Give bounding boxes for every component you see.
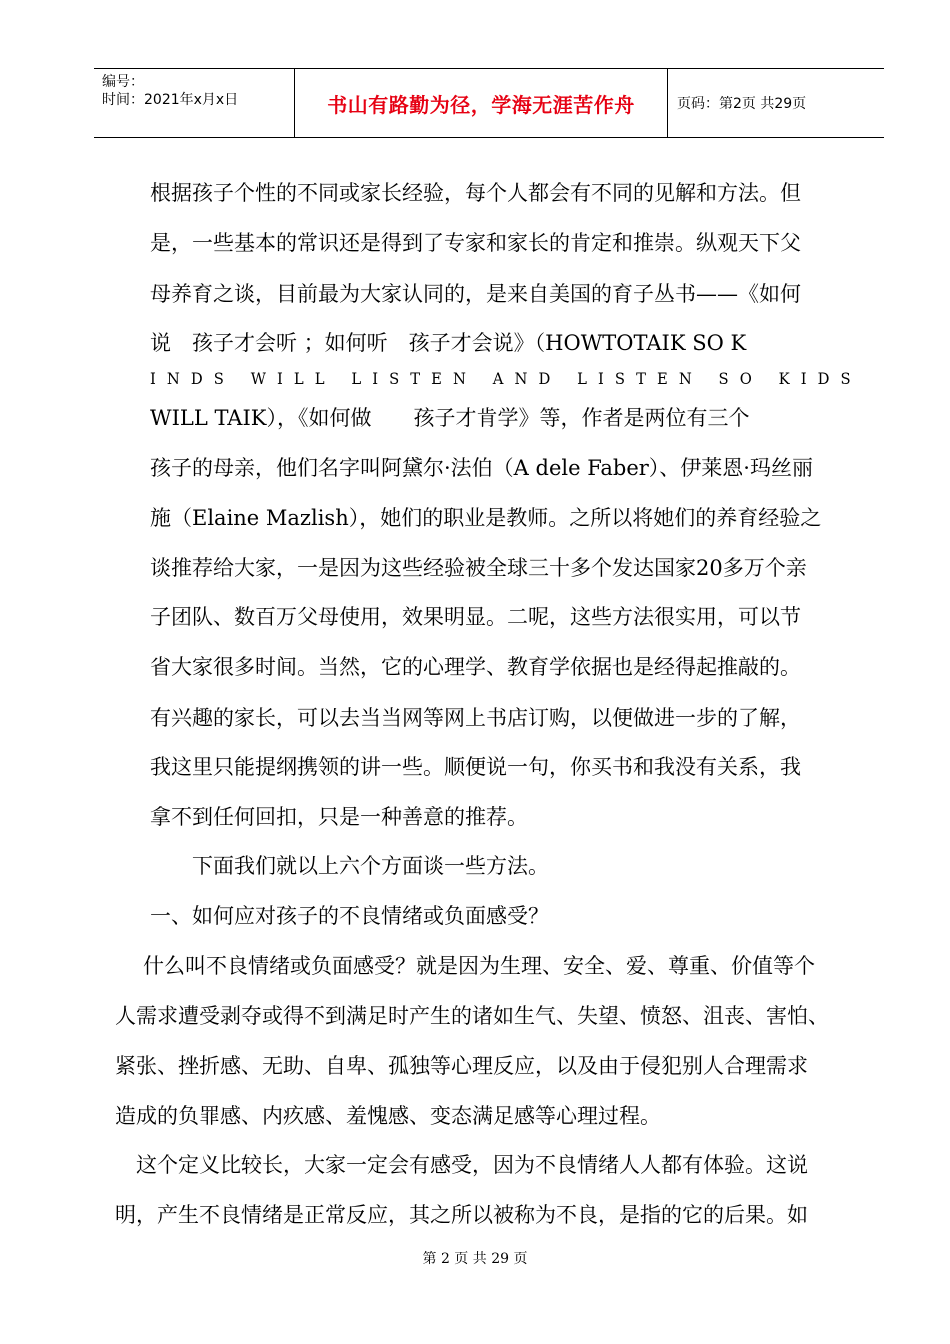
header-page-cell <box>667 69 884 137</box>
header-meta-cell <box>94 69 294 137</box>
body-line: 说 孩子才会听 ；如何听 孩子才会说》（HOWTOTAIK SO K <box>150 331 747 355</box>
body-line: 什么叫不良情绪或负面感受？就是因为生理、安全、爱、尊重、价值等个 <box>143 954 815 978</box>
document-time-label: 时间：2021年x月x日 <box>102 92 239 108</box>
body-line: 造成的负罪感、内疚感、羞愧感、变态满足感等心理过程。 <box>115 1104 661 1128</box>
body-line: 母养育之谈，目前最为大家认同的，是来自美国的育子丛书——《如何 <box>150 282 801 306</box>
body-line: WILL TAIK），《如何做 孩子才肯学》等，作者是两位有三个 <box>150 406 750 430</box>
body-line: 谈推荐给大家，一是因为这些经验被全球三十多个发达国家20多万个亲 <box>150 556 807 580</box>
body-line: 明，产生不良情绪是正常反应，其之所以被称为不良，是指的它的后果。如 <box>115 1203 808 1227</box>
body-line: 子团队、数百万父母使用，效果明显。二呢，这些方法很实用，可以节 <box>150 605 801 629</box>
body-line: 省大家很多时间。当然，它的心理学、教育学依据也是经得起推敲的。 <box>150 655 801 679</box>
body-line: INDS WILL LISTEN AND LISTEN SO KIDS <box>150 369 862 388</box>
header-motto-cell <box>294 69 668 137</box>
body-line: 孩子的母亲，他们名字叫阿黛尔·法伯（A dele Faber）、伊莱恩·玛丝丽 <box>150 456 813 480</box>
body-line: 施（Elaine Mazlish），她们的职业是教师。之所以将她们的养育经验之 <box>150 506 822 530</box>
body-line: 这个定义比较长，大家一定会有感受，因为不良情绪人人都有体验。这说 <box>136 1153 808 1177</box>
footer-page-number: 第 2 页 共 29 页 <box>422 1251 528 1267</box>
page-header <box>94 68 884 138</box>
document-number-label: 编号： <box>102 74 144 90</box>
header-page-info: 页码：第2页 共29页 <box>677 96 807 112</box>
body-line: 紧张、挫折感、无助、自卑、孤独等心理反应，以及由于侵犯别人合理需求 <box>115 1054 808 1078</box>
body-line: 根据孩子个性的不同或家长经验，每个人都会有不同的见解和方法。但 <box>150 181 801 205</box>
body-line: 下面我们就以上六个方面谈一些方法。 <box>192 854 549 878</box>
body-line: 拿不到任何回扣，只是一种善意的推荐。 <box>150 805 528 829</box>
body-line: 人需求遭受剥夺或得不到满足时产生的诸如生气、失望、愤怒、沮丧、害怕、 <box>115 1004 829 1028</box>
body-line: 是，一些基本的常识还是得到了专家和家长的肯定和推崇。纵观天下父 <box>150 231 801 255</box>
body-line: 有兴趣的家长，可以去当当网等网上书店订购，以便做进一步的了解， <box>150 706 801 730</box>
header-motto: 书山有路勤为径，学海无涯苦作舟 <box>327 92 635 117</box>
page-footer <box>0 1248 950 1268</box>
body-line: 我这里只能提纲携领的讲一些。顺便说一句，你买书和我没有关系，我 <box>150 755 801 779</box>
section-heading: 一、如何应对孩子的不良情绪或负面感受？ <box>150 904 549 928</box>
